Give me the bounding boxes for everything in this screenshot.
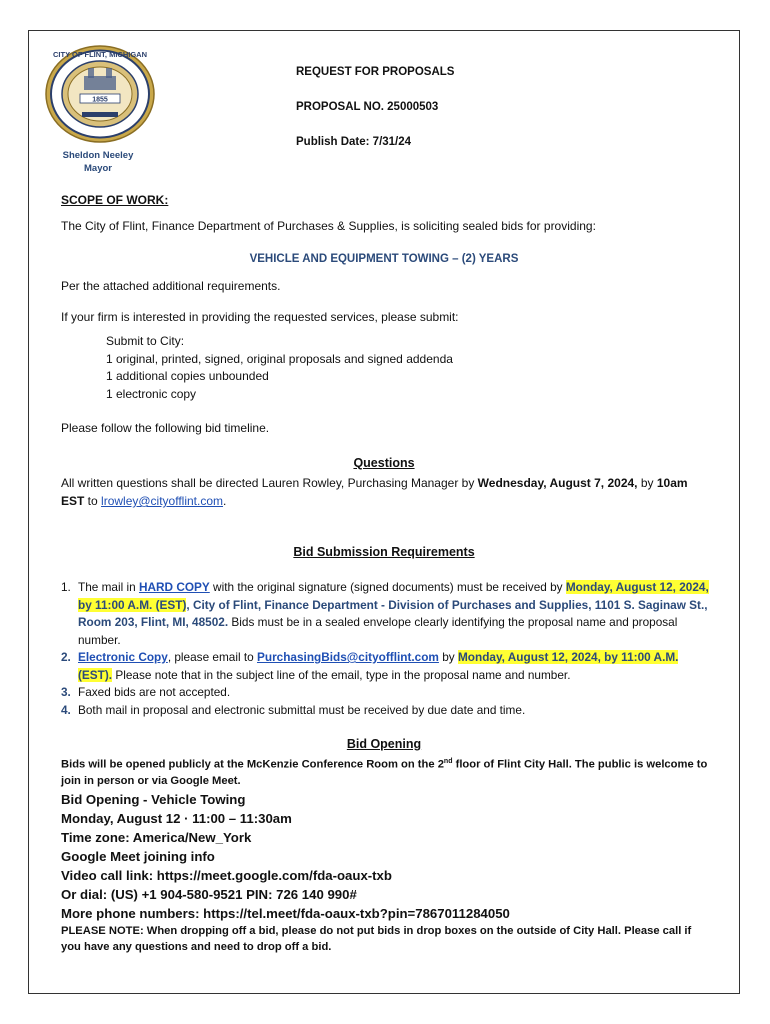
more-phone-numbers: More phone numbers: https://tel.meet/fda-oaux-txb?pin=7867011284050	[61, 905, 510, 921]
list-item: 4. Both mail in proposal and electronic submittal must be received by due date and time.	[61, 702, 526, 717]
mailing-address: , City of Flint, Finance Department - Division of Purchases and Supplies, 1101 S. Saginaw St., Room 203, Flint, MI, 48502.	[78, 597, 708, 629]
questions-heading: Questions	[353, 456, 415, 470]
dial-in-info: Or dial: (US) +1 904-580-9521 PIN: 726 140 990#	[61, 886, 357, 902]
electronic-deadline: Monday, August 12, 2024, by 11:00 A.M. (EST).	[78, 650, 679, 682]
bid-opening-heading: Bid Opening	[346, 737, 422, 751]
meeting-date: Monday, August 12 · 11:00 – 11:30am	[61, 810, 292, 826]
per-attached-text: Per the attached additional requirements.	[61, 279, 281, 293]
bid-opening-paragraph: Bids will be opened publicly at the McKenzie Conference Room on the 2nd floor of Flint City Hall. The public is welcome to join in person or via Google Meet.	[61, 758, 708, 788]
scope-heading: SCOPE OF WORK:	[61, 193, 169, 207]
city-seal-logo	[44, 44, 156, 144]
meeting-timezone: Time zone: America/New_York	[61, 829, 252, 845]
timeline-text: Please follow the following bid timeline.	[61, 421, 270, 435]
submit-list	[106, 333, 453, 403]
list-item: 1. The mail in HARD COPY with the original signature (signed documents) must be received by Monday, August 12, 2024, by 11:00 A.M. (EST), City of Flint, Finance Department - Division of Purchases and Supplies, 1101 S. Saginaw St., Room 203, Flint, MI, 48502. Bids must be in a sealed envelope clearly identifying the proposal name and proposal number.	[61, 580, 709, 647]
bid-opening-details	[61, 754, 711, 956]
publish-date: Publish Date: 7/31/24	[296, 136, 412, 148]
list-item: 3. Faxed bids are not accepted.	[61, 685, 231, 699]
if-interested-text: If your firm is interested in providing the requested services, please submit:	[61, 310, 459, 324]
submit-line: Submit to City:	[106, 334, 185, 348]
svg-text:1855: 1855	[92, 96, 108, 104]
hard-copy-deadline: Monday, August 12, 2024, by 11:00 A.M. (EST)	[78, 580, 709, 612]
rfp-title: REQUEST FOR PROPOSALS	[296, 66, 455, 78]
svg-text:CITY OF FLINT, MICHIGAN: CITY OF FLINT, MICHIGAN	[52, 50, 148, 59]
mayor-name: Sheldon Neeley	[62, 150, 134, 161]
video-call-link: Video call link: https://meet.google.com/fda-oaux-txb	[61, 867, 392, 883]
bid-submission-heading: Bid Submission Requirements	[293, 545, 475, 559]
electronic-copy-link[interactable]: Electronic Copy	[78, 650, 168, 664]
questions-deadline-time: 10am EST	[61, 476, 688, 508]
mayor-block	[48, 149, 148, 175]
list-item: 2. Electronic Copy, please email to PurchasingBids@cityofflint.com by Monday, August 12, 2024, by 11:00 A.M. (EST). Please note that in the subject line of the email, type in the proposal name and number.	[61, 650, 679, 682]
hard-copy-link[interactable]: HARD COPY	[138, 580, 210, 594]
purchasing-bids-email-link[interactable]: PurchasingBids@cityofflint.com	[257, 650, 439, 664]
drop-off-note: PLEASE NOTE: When dropping off a bid, please do not put bids in drop boxes on the outside of City Hall. Please call if you have any questions and need to drop off a bid.	[61, 924, 692, 954]
service-title: VEHICLE AND EQUIPMENT TOWING – (2) YEARS	[249, 253, 519, 265]
submit-line: 1 original, printed, signed, original proposals and signed addenda	[106, 351, 453, 366]
mayor-title: Mayor	[84, 163, 112, 174]
questions-deadline: Wednesday, August 7, 2024,	[477, 476, 638, 490]
meet-info-heading: Google Meet joining info	[61, 848, 215, 864]
submit-line: 1 electronic copy	[106, 386, 197, 401]
scope-intro: The City of Flint, Finance Department of Purchases & Supplies, is soliciting sealed bids for providing:	[61, 219, 596, 233]
questions-text: All written questions shall be directed Lauren Rowley, Purchasing Manager by Wednesday, August 7, 2024, by 10am EST to lrowley@cityofflint.com.	[61, 476, 688, 508]
bid-submission-list	[61, 579, 711, 719]
proposal-number: PROPOSAL NO. 25000503	[296, 101, 439, 113]
meeting-title: Bid Opening - Vehicle Towing	[61, 791, 246, 807]
questions-email-link[interactable]: lrowley@cityofflint.com	[101, 494, 224, 508]
submit-line: 1 additional copies unbounded	[106, 369, 269, 383]
